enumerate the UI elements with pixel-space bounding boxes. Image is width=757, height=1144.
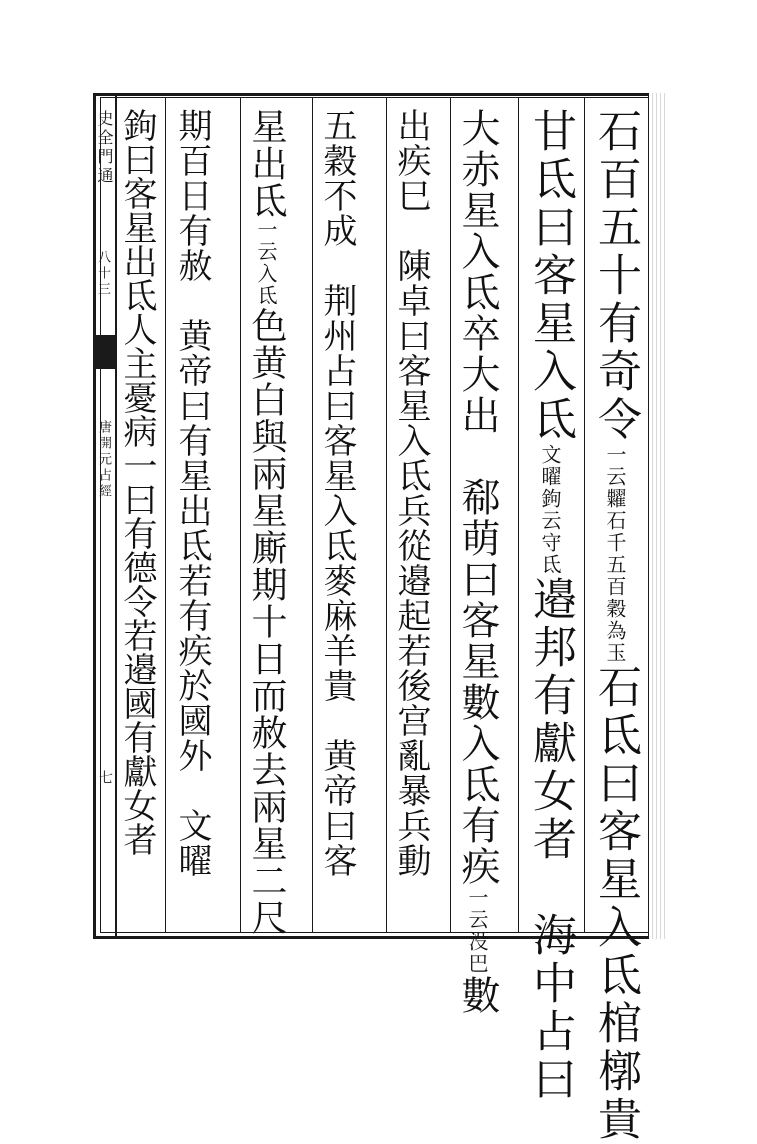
column-text-continued: 數 xyxy=(455,975,500,1016)
text-column-8 xyxy=(117,108,157,928)
column-text-continued: 邉邦有獻女者 海中占曰 xyxy=(525,576,576,1104)
column-note: 一云没巴 xyxy=(465,887,489,975)
right-edge-ruling xyxy=(648,93,665,939)
column-rule xyxy=(518,97,519,933)
column-text: 大赤星入氐卒大出 郗萌曰客星數入氐有疾 xyxy=(455,108,500,887)
column-text: 五穀不成 荆州占曰客星入氐麥麻羊貴 黄帝曰客 xyxy=(317,108,357,878)
text-column-4 xyxy=(391,108,431,928)
column-text: 鉤曰客星出氐人主憂病一曰有德令若邉國有獻女者 xyxy=(117,108,157,856)
text-column-2 xyxy=(525,108,576,1104)
column-note: 一云入氐 xyxy=(254,219,278,307)
margin-page-number: 七 xyxy=(97,770,113,787)
column-text: 甘氐曰客星入氐 xyxy=(525,108,576,444)
column-note: 文曜鉤云守氐 xyxy=(538,444,562,576)
column-text: 石百五十有奇令 xyxy=(590,108,641,444)
column-text-continued: 石氐曰客星入氐棺槨貴 xyxy=(590,664,641,1144)
column-text: 期百日有赦 黄帝曰有星出氐若有疾於國外 文曜 xyxy=(172,108,212,878)
text-column-3 xyxy=(455,108,500,1016)
text-column-7 xyxy=(172,108,212,928)
column-rule xyxy=(240,97,241,933)
margin-title: 史全門通 xyxy=(95,110,114,186)
column-note: 一云糶石千五百穀為玉 xyxy=(603,444,627,664)
text-column-1 xyxy=(590,108,641,1144)
column-rule xyxy=(165,97,166,933)
column-rule xyxy=(584,97,585,933)
text-column-5 xyxy=(317,108,357,928)
margin-book-title: 唐開元占經 xyxy=(96,420,111,500)
column-rule xyxy=(312,97,313,933)
fold-margin xyxy=(93,93,117,939)
margin-subtitle: 八十三 xyxy=(95,250,110,298)
text-column-6 xyxy=(246,108,287,936)
column-rule xyxy=(386,97,387,933)
column-text-continued: 色黄白與兩星廝期十日而赦去兩星二尺 xyxy=(246,307,287,936)
fish-tail-mark xyxy=(95,335,115,369)
column-text: 出疾巳 陳卓曰客星入氐兵從邉起若後宫亂暴兵動 xyxy=(391,108,431,878)
column-rule xyxy=(450,97,451,933)
column-text: 星出氐 xyxy=(246,108,287,219)
